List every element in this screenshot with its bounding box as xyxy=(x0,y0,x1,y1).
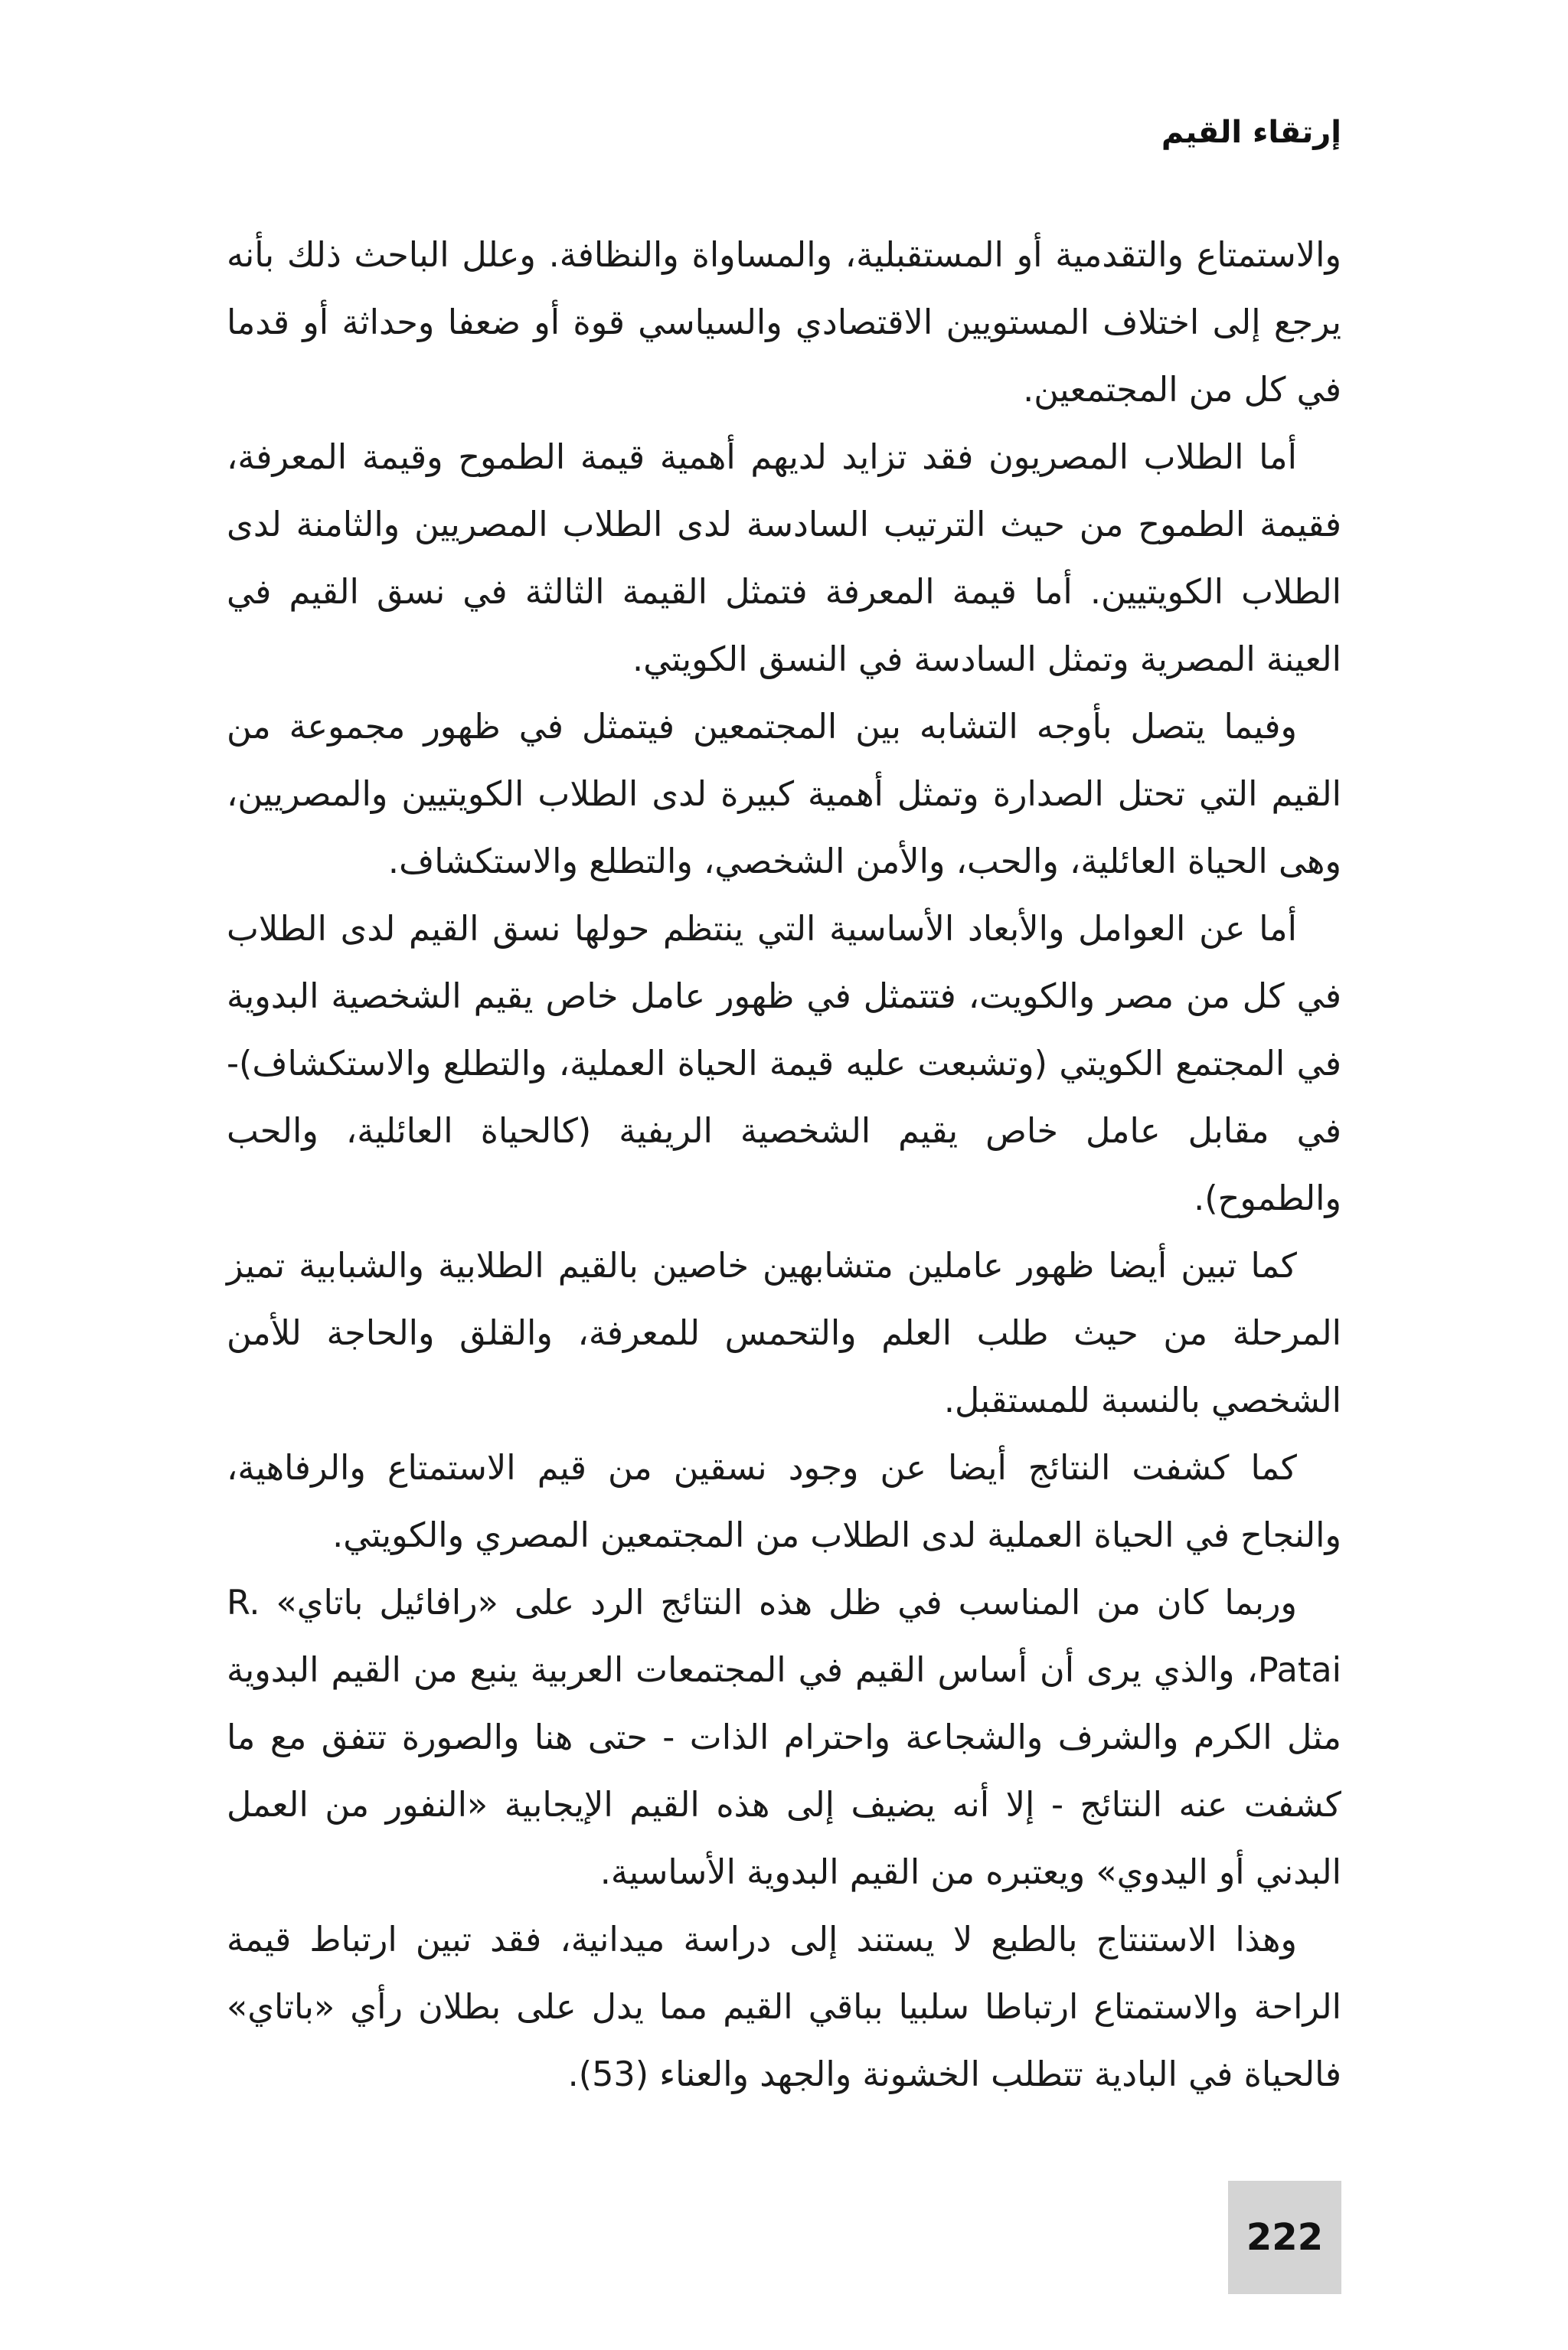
body-text xyxy=(227,222,1341,2109)
paragraph: كما تبين أيضا ظهور عاملين متشابهين خاصين بالقيم الطلابية والشبابية تميز المرحلة من حيث طلب العلم والتحمس للمعرفة، والقلق والحاجة للأمن الشخصي بالنسبة للمستقبل. xyxy=(227,1247,1341,1420)
paragraph: أما عن العوامل والأبعاد الأساسية التي ينتظم حولها نسق القيم لدى الطلاب في كل من مصر والكويت، فتتمثل في ظهور عامل خاص يقيم الشخصية البدوية في المجتمع الكويتي (وتشبعت عليه قيمة الحياة العملية، والتطلع والاستكشاف)-في مقابل عامل خاص يقيم الشخصية الريفية (كالحياة العائلية، والحب والطموح). xyxy=(227,910,1341,1218)
paragraph: والاستمتاع والتقدمية أو المستقبلية، والمساواة والنظافة. وعلل الباحث ذلك بأنه يرجع إلى اختلاف المستويين الاقتصادي والسياسي قوة أو ضعفا وحداثة أو قدما في كل من المجتمعين. xyxy=(227,236,1341,410)
paragraph: وفيما يتصل بأوجه التشابه بين المجتمعين فيتمثل في ظهور مجموعة من القيم التي تحتل الصدارة وتمثل أهمية كبيرة لدى الطلاب الكويتيين والمصريين، وهى الحياة العائلية، والحب، والأمن الشخصي، والتطلع والاستكشاف. xyxy=(227,708,1341,881)
page-number-box xyxy=(1228,2181,1341,2294)
paragraph: وهذا الاستنتاج بالطبع لا يستند إلى دراسة ميدانية، فقد تبين ارتباط قيمة الراحة والاستمتاع ارتباطا سلبيا بباقي القيم مما يدل على بطلان رأي «باتاي» فالحياة في البادية تتطلب الخشونة والجهد والعناء (53). xyxy=(227,1920,1341,2094)
page-number: 222 xyxy=(1246,2216,1324,2259)
paragraph: أما الطلاب المصريون فقد تزايد لديهم أهمية قيمة الطموح وقيمة المعرفة، فقيمة الطموح من حيث الترتيب السادسة لدى الطلاب المصريين والثامنة لدى الطلاب الكويتيين. أما قيمة المعرفة فتمثل القيمة الثالثة في نسق القيم في العينة المصرية وتمثل السادسة في النسق الكويتي. xyxy=(227,438,1341,679)
paragraph: وربما كان من المناسب في ظل هذه النتائج الرد على «رافائيل باتاي» R. Patai، والذي يرى أن أساس القيم في المجتمعات العربية ينبع من القيم البدوية مثل الكرم والشرف والشجاعة واحترام الذات - حتى هنا والصورة تتفق مع ما كشفت عنه النتائج - إلا أنه يضيف إلى هذه القيم الإيجابية «النفور من العمل البدني أو اليدوي» ويعتبره من القيم البدوية الأساسية. xyxy=(227,1584,1341,1892)
paragraph: كما كشفت النتائج أيضا عن وجود نسقين من قيم الاستمتاع والرفاهية، والنجاح في الحياة العملية لدى الطلاب من المجتمعين المصري والكويتي. xyxy=(227,1449,1341,1555)
running-title: إرتقاء القيم xyxy=(1161,115,1341,150)
